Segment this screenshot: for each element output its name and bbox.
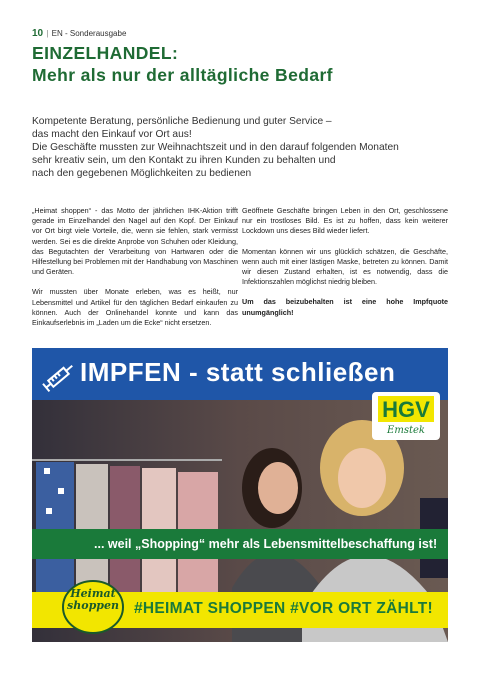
intro-line: sehr kreativ sein, um den Kontakt zu ihren Kunden zu behalten und <box>32 155 336 166</box>
badge-line-2: shoppen <box>67 599 119 612</box>
ad-hashtags: #HEIMAT SHOPPEN #VOR ORT ZÄHLT! <box>134 600 433 617</box>
ad-headline: IMPFEN - statt schließen <box>80 357 396 387</box>
closing-statement: Um das beizubehalten ist eine hohe Impfquote unumgänglich! <box>242 297 448 317</box>
intro-line: Die Geschäfte mussten zur Weihnachtszeit und in den darauf folgenden Monaten <box>32 142 399 153</box>
title-line-1: EINZELHANDEL: <box>32 43 179 63</box>
body-paragraph: „Heimat shoppen“ - das Motto der jährlichen IHK-Aktion trifft gerade im Einzelhandel den Nagel auf den Kopf. Der Einkauf vor Ort birgt viele Vorteile, die, wenn sie fehlen, stark vermisst werden. Sei es die direkte Anprobe von Schuhen oder Kleidung, das Begutachten der Verarbeitung von Hartwaren oder die Hilfestellung bei Problemen mit der Handhabung von Maschinen und Geräten. <box>32 206 238 277</box>
header-separator: | <box>46 29 49 38</box>
hgv-logo-text: HGV <box>382 397 430 422</box>
body-paragraph: Geöffnete Geschäfte bringen Leben in den Ort, geschlossene nur ein trostloses Bild. Es ist zu hoffen, dass kein weiterer Lockdown uns dieses Bild wieder liefert. <box>242 206 448 236</box>
right-column <box>242 206 448 328</box>
advertisement <box>32 348 448 642</box>
body-paragraph: Wir mussten über Monate erleben, was es heißt, nur Lebensmittel und Artikel für den täglichen Bedarf einkaufen zu können. Auch der Onlinehandel konnte und kann das Einkaufserlebnis im „Laden um die Ecke“ nicht ersetzen. <box>32 287 238 328</box>
badge-text <box>62 588 124 612</box>
title-line-2: Mehr als nur der alltägliche Bedarf <box>32 65 333 85</box>
intro-line: nach den gegebenen Möglichkeiten zu bedienen <box>32 168 252 179</box>
page-header <box>32 28 126 39</box>
hgv-logo-subtext: Emstek <box>387 425 425 436</box>
syringe-icon <box>40 356 80 396</box>
body-paragraph: Momentan können wir uns glücklich schätzen, die Geschäfte, wenn auch mit einer lästigen Maske, betreten zu können. Damit wir diesen Zustand erhalten, ist es notwendig, dass die Infektionszahlen möglichst niedrig bleiben. <box>242 246 448 287</box>
intro-paragraph <box>32 115 452 180</box>
section-label: EN - Sonderausgabe <box>51 29 127 38</box>
left-column <box>32 206 238 338</box>
article-title <box>32 42 452 86</box>
hgv-logo <box>372 392 440 440</box>
page-number: 10 <box>32 28 44 39</box>
badge-line-1: Heimat <box>70 587 116 600</box>
intro-line: Kompetente Beratung, persönliche Bedienung und guter Service – <box>32 116 332 127</box>
ad-tagline: ... weil „Shopping“ mehr als Lebensmittelbeschaffung ist! <box>94 537 438 551</box>
intro-line: das macht den Einkauf vor Ort aus! <box>32 129 192 140</box>
